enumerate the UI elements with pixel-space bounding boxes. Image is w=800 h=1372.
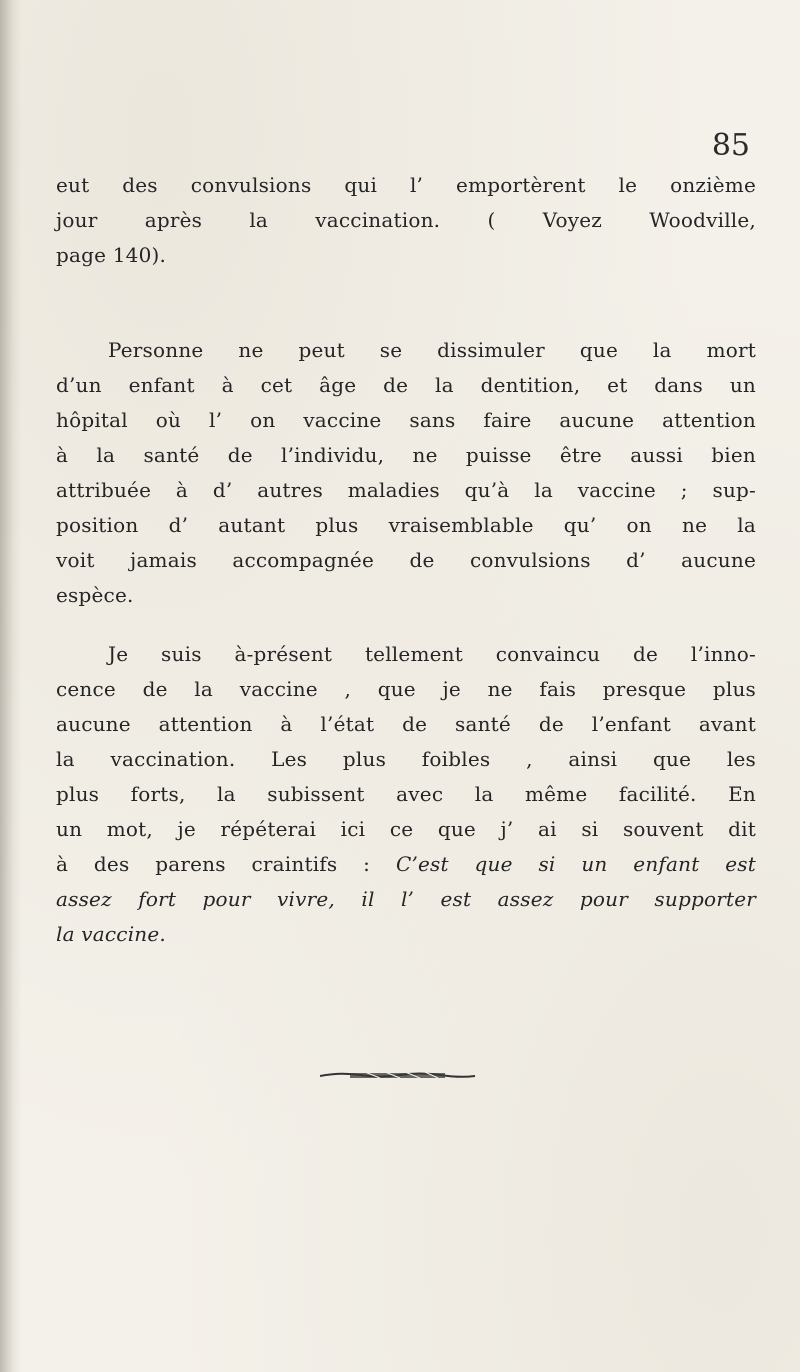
text-line: cence de la vaccine , que je ne fais presque plus bbox=[56, 677, 756, 701]
text-line: d’un enfant à cet âge de la dentition, et dans un bbox=[56, 373, 756, 397]
text-line: page 140). bbox=[56, 243, 167, 267]
decorative-rule-ornament bbox=[320, 1068, 475, 1082]
text-line: Personne ne peut se dissimuler que la mort bbox=[108, 338, 756, 362]
text-line-mixed bbox=[56, 847, 756, 882]
text-line: position d’ autant plus vraisemblable qu’ on ne la bbox=[56, 513, 756, 537]
text-line: espèce. bbox=[56, 583, 134, 607]
text-line: un mot, je répéterai ici ce que j’ ai si souvent dit bbox=[56, 817, 756, 841]
text-line: Je suis à-présent tellement convaincu de l’inno- bbox=[108, 642, 756, 666]
text-line: voit jamais accompagnée de convulsions d’ aucune bbox=[56, 548, 756, 572]
text-line: jour après la vaccination. ( Voyez Woodville, bbox=[56, 208, 756, 232]
text-line: hôpital où l’ on vaccine sans faire aucune attention bbox=[56, 408, 756, 432]
paragraph-1 bbox=[56, 168, 756, 273]
text-italic: C’est que si un enfant est bbox=[395, 852, 757, 876]
text-line: à la santé de l’individu, ne puisse être aussi bien bbox=[56, 443, 756, 467]
paragraph-3 bbox=[56, 637, 756, 952]
text-line: attribuée à d’ autres maladies qu’à la vaccine ; sup- bbox=[56, 478, 756, 502]
text-line-italic: assez fort pour vivre, il l’ est assez pour supporter bbox=[56, 887, 756, 911]
paragraph-2 bbox=[56, 333, 756, 613]
text-roman: à des parens craintifs : bbox=[56, 852, 371, 876]
text-line: eut des convulsions qui l’ emportèrent le onzième bbox=[56, 173, 756, 197]
text-line: la vaccination. Les plus foibles , ainsi que les bbox=[56, 747, 756, 771]
text-line-italic: la vaccine. bbox=[56, 922, 166, 946]
binding-shadow bbox=[0, 0, 22, 1372]
page-number: 85 bbox=[711, 128, 750, 163]
text-line: plus forts, la subissent avec la même facilité. En bbox=[56, 782, 756, 806]
text-line: aucune attention à l’état de santé de l’enfant avant bbox=[56, 712, 756, 736]
